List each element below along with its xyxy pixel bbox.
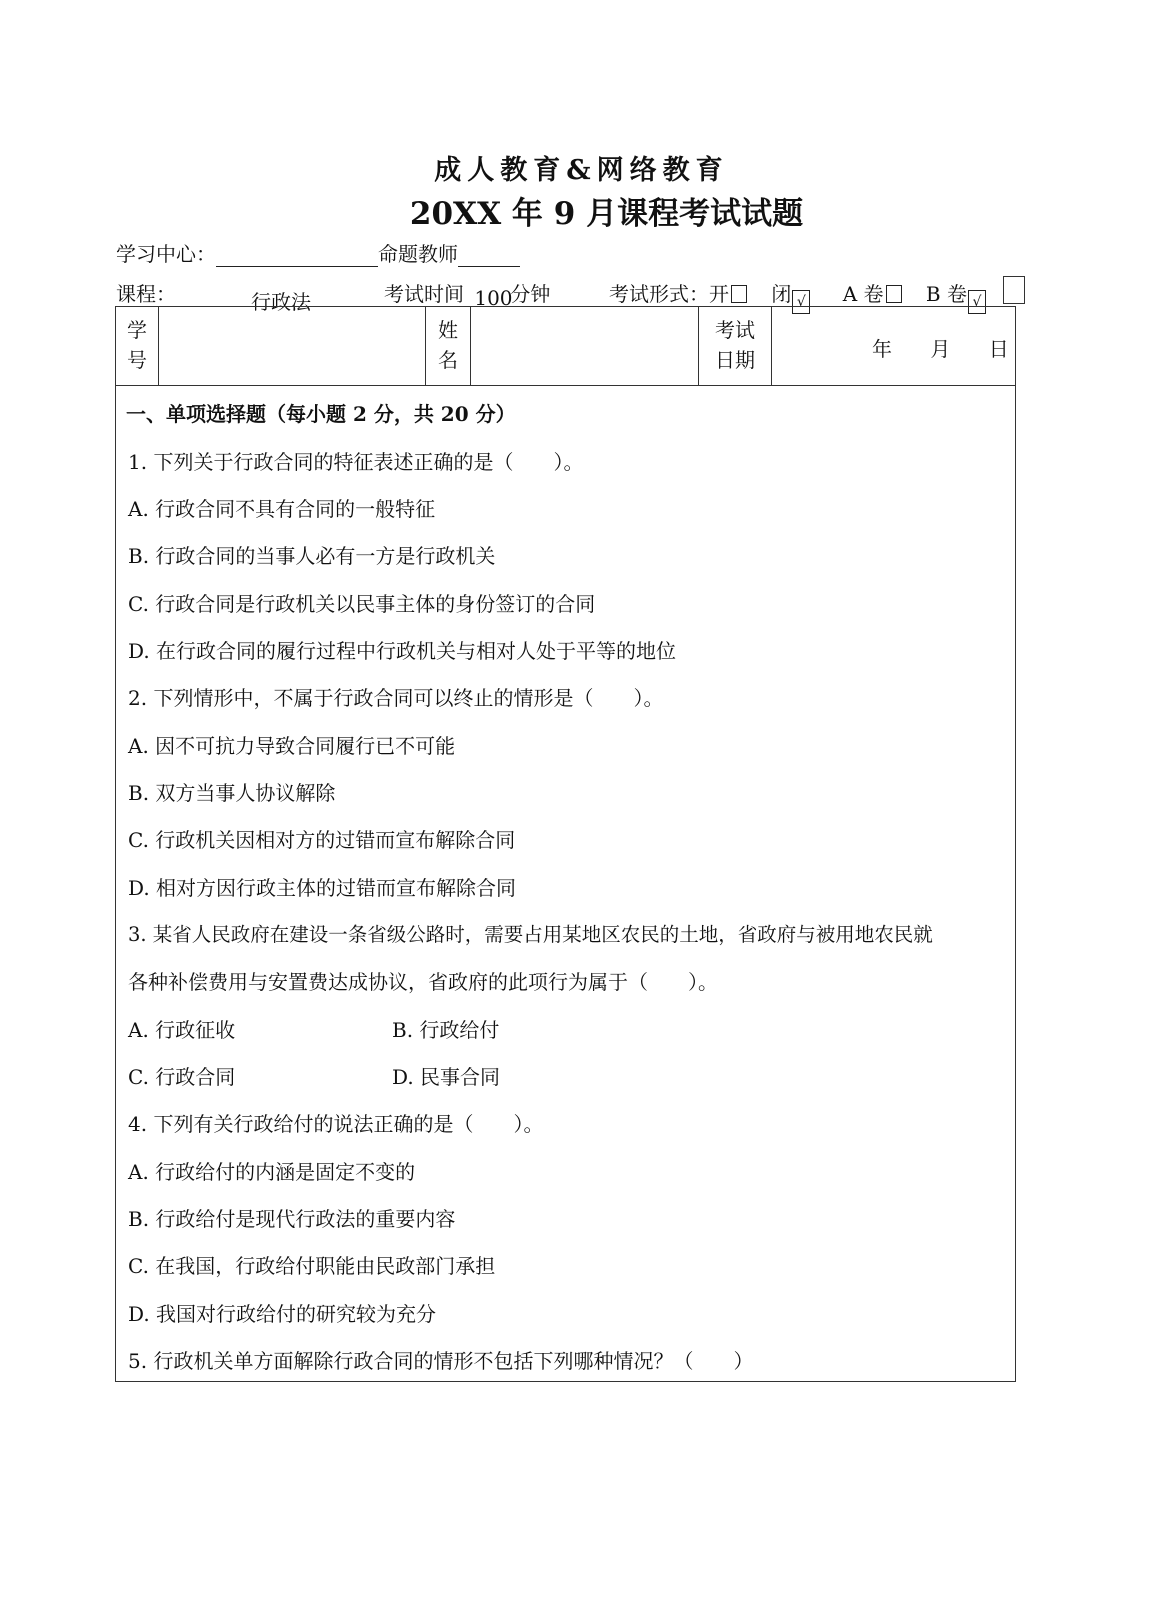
table-left-border (115, 306, 116, 1382)
exam-title: 20XX 年 9 月课程考试试题 (409, 196, 804, 232)
question-line: 5. 行政机关单方面解除行政合同的情形不包括下列哪种情况？（ ） (128, 1349, 754, 1373)
month-label: 月 (930, 337, 951, 361)
student-no-label-top: 学 (127, 318, 147, 342)
student-no-label (116, 315, 158, 375)
student-no-label-bottom: 号 (127, 348, 147, 372)
table-col-divider (158, 306, 159, 386)
course-value: 行政法 (178, 286, 384, 307)
info-line-1 (116, 238, 520, 267)
question-line: 各种补偿费用与安置费达成协议，省政府的此项行为属于（ ）。 (128, 970, 718, 994)
option-line: D. 民事合同 (392, 1065, 501, 1089)
question-line: 1. 下列关于行政合同的特征表述正确的是（ ）。 (128, 450, 584, 474)
time-unit: 分钟 (510, 282, 551, 306)
section-title: 一、单项选择题（每小题 2 分，共 20 分） (126, 402, 516, 426)
table-top-border (115, 306, 1016, 307)
course-label: 课程： (116, 282, 176, 306)
info-line-2 (116, 278, 551, 314)
option-line: B. 行政给付是现代行政法的重要内容 (128, 1207, 456, 1231)
table-right-border (1015, 306, 1016, 1382)
time-value: 100 (474, 286, 513, 310)
option-line: D. 相对方因行政主体的过错而宣布解除合同 (128, 876, 517, 900)
extra-box (1003, 276, 1025, 304)
option-line: A. 行政给付的内涵是固定不变的 (128, 1160, 416, 1184)
exam-date-label-top: 考试 (715, 318, 755, 342)
paper-b-label: B 卷 (925, 282, 967, 306)
teacher-blank[interactable] (458, 246, 520, 267)
student-no-field[interactable] (160, 308, 424, 384)
exam-form-label: 考试形式：开 (609, 282, 729, 306)
option-line: A. 行政征收 (128, 1018, 236, 1042)
option-line: B. 行政合同的当事人必有一方是行政机关 (128, 544, 496, 568)
table-row-divider (115, 385, 1016, 386)
institution-title: 成人教育&网络教育 (434, 155, 729, 186)
option-line: C. 行政合同是行政机关以民事主体的身份签订的合同 (128, 592, 596, 616)
table-col-divider (771, 306, 772, 386)
time-label: 考试时间 (384, 282, 464, 306)
teacher-label: 命题教师 (378, 242, 458, 266)
paper-a-checkbox[interactable] (886, 285, 902, 303)
name-label-top: 姓 (438, 318, 458, 342)
option-line: C. 在我国，行政给付职能由民政部门承担 (128, 1254, 496, 1278)
name-label (426, 315, 470, 375)
exam-date-label-bottom: 日期 (715, 348, 755, 372)
open-book-checkbox[interactable] (731, 285, 747, 303)
option-line: B. 行政给付 (392, 1018, 500, 1042)
table-col-divider (470, 306, 471, 386)
exam-date-field[interactable] (872, 333, 1009, 362)
option-line: D. 在行政合同的履行过程中行政机关与相对人处于平等的地位 (128, 639, 677, 663)
closed-book-label: 闭 (771, 282, 792, 306)
closed-book-checkbox[interactable]: √ (792, 290, 810, 314)
year-label: 年 (872, 337, 892, 361)
question-line: 3. 某省人民政府在建设一条省级公路时，需要占用某地区农民的土地，省政府与被用地农民就 (128, 923, 933, 946)
exam-date-label (699, 315, 771, 375)
option-line: B. 双方当事人协议解除 (128, 781, 336, 805)
question-line: 4. 下列有关行政给付的说法正确的是（ ）。 (128, 1112, 544, 1136)
option-line: D. 我国对行政给付的研究较为充分 (128, 1302, 437, 1326)
option-line: C. 行政合同 (128, 1065, 236, 1089)
name-label-bottom: 名 (438, 348, 458, 372)
name-field[interactable] (472, 308, 697, 384)
study-center-blank[interactable] (216, 246, 378, 267)
paper-a-label: A 卷 (842, 282, 884, 306)
table-bottom-border (115, 1381, 1016, 1382)
option-line: A. 行政合同不具有合同的一般特征 (128, 497, 436, 521)
question-line: 2. 下列情形中，不属于行政合同可以终止的情形是（ ）。 (128, 686, 664, 710)
day-label: 日 (988, 337, 1009, 361)
option-line: C. 行政机关因相对方的过错而宣布解除合同 (128, 828, 516, 852)
option-line: A. 因不可抗力导致合同履行已不可能 (128, 734, 456, 758)
study-center-label: 学习中心： (116, 242, 216, 266)
paper-b-checkbox[interactable]: √ (968, 290, 986, 314)
